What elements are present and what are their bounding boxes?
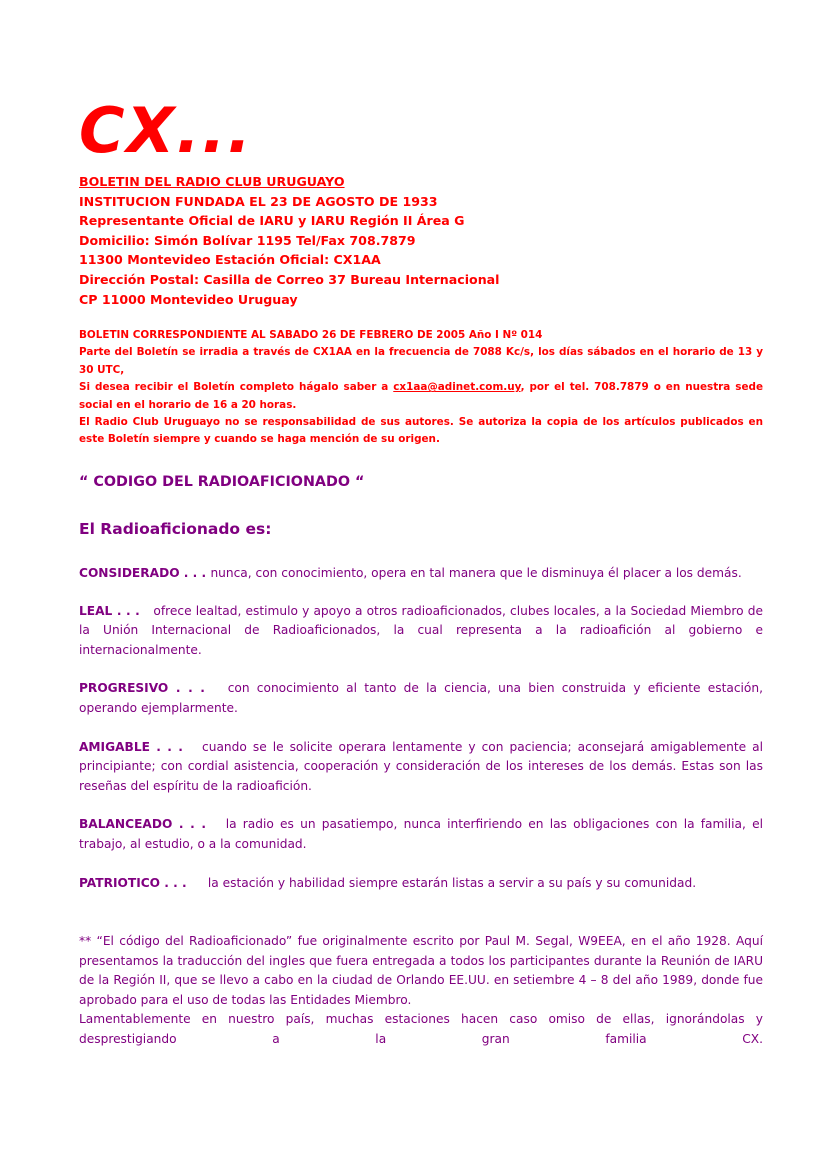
item-text: ofrece lealtad, estimulo y apoyo a otros radioaficionados, clubes locales, a la Sociedad Miembro de la Unión Internacional de Radioaficionados, la cual representa a la radioafición al gobierno e internacionalmente. — [79, 603, 763, 657]
footnote — [79, 932, 763, 1050]
article-title: “ CODIGO DEL RADIOAFICIONADO “ — [79, 474, 365, 490]
bulletin-notice — [79, 327, 763, 449]
item-term: AMIGABLE — [79, 739, 150, 754]
code-item — [79, 815, 763, 854]
email-link[interactable]: cx1aa@adinet.com.uy — [393, 381, 521, 394]
bulletin-logo: CX... — [79, 94, 253, 167]
subscribe-info — [79, 379, 763, 414]
item-text: la estación y habilidad siempre estarán listas a servir a su país y su comunidad. — [207, 875, 697, 890]
club-header — [79, 172, 500, 309]
header-line: INSTITUCION FUNDADA EL 23 DE AGOSTO DE 1933 — [79, 193, 438, 209]
item-term: PROGRESIVO — [79, 681, 169, 696]
header-line: 11300 Montevideo Estación Oficial: CX1AA — [79, 252, 381, 268]
edition-line: BOLETIN CORRESPONDIENTE AL SABADO 26 DE FEBRERO DE 2005 Año I Nº 014 — [79, 329, 543, 341]
disclaimer: El Radio Club Uruguayo no se responsabilidad de sus autores. Se autoriza la copia de los artículos publicados en este Boletín siempre y cuando se haga mención de su origen. — [79, 416, 763, 446]
item-dots: . . . — [168, 681, 228, 696]
item-dots: . . . — [160, 875, 208, 890]
footnote-remark: Lamentablemente en nuestro país, muchas estaciones hacen caso omiso de ellas, ignorándolas y desprestigiando a la gran familia CX. — [79, 1012, 763, 1046]
article-intro: El Radioaficionado es: — [79, 520, 272, 538]
item-dots: . . . — [179, 566, 211, 580]
code-items — [79, 564, 763, 893]
header-line: Domicilio: Simón Bolívar 1195 Tel/Fax 708.7879 — [79, 232, 416, 248]
code-item — [79, 738, 763, 797]
bulletin-title: BOLETIN DEL RADIO CLUB URUGUAYO — [79, 174, 345, 189]
subscribe-text-end: , por el tel. 708.7879 o en nuestra sede social en el horario de 16 a 20 horas. — [79, 381, 763, 411]
item-term: CONSIDERADO — [79, 566, 180, 580]
item-dots: . . . — [172, 817, 226, 832]
header-line: Representante Oficial de IARU y IARU Región II Área G — [79, 213, 465, 229]
header-line: CP 11000 Montevideo Uruguay — [79, 291, 298, 307]
item-text: con conocimiento al tanto de la ciencia, una bien construida y eficiente estación, operando ejemplarmente. — [79, 681, 763, 715]
header-line: Dirección Postal: Casilla de Correo 37 Bureau Internacional — [79, 271, 500, 287]
code-item — [79, 679, 763, 718]
item-term: BALANCEADO — [79, 817, 173, 832]
code-item — [79, 564, 763, 584]
item-dots: . . . — [149, 739, 203, 754]
code-item — [79, 602, 763, 661]
code-item — [79, 874, 763, 894]
item-term: LEAL — [79, 603, 113, 618]
broadcast-info: Parte del Boletín se irradia a través de CX1AA en la frecuencia de 7088 Kc/s, los días sábados en el horario de 13 y 30 UTC, — [79, 346, 763, 376]
footnote-origin: ** “El código del Radioaficionado” fue originalmente escrito por Paul M. Segal, W9EEA, en el año 1928. Aquí presentamos la traducción del ingles que fuera entregada a todos los participantes durante la Reunión de IARU de la Región II, que se llevo a cabo en la ciudad de Orlando EE.UU. en setiembre 4 – 8 del año 1989, donde fue aprobado para el uso de todas las Entidades Miembro. — [79, 934, 763, 1007]
subscribe-text: Si desea recibir el Boletín completo hágalo saber a — [79, 381, 394, 394]
item-dots: . . . — [112, 603, 154, 618]
item-term: PATRIOTICO — [79, 875, 161, 890]
item-text: la radio es un pasatiempo, nunca interfiriendo en las obligaciones con la familia, el trabajo, al estudio, o a la comunidad. — [79, 817, 763, 851]
item-text: nunca, con conocimiento, opera en tal manera que le disminuya él placer a los demás. — [210, 566, 742, 580]
item-text: cuando se le solicite operara lentamente y con paciencia; aconsejará amigablemente al principiante; con cordial asistencia, cooperación y consideración de los intereses de los demás. Estas son las reseñas del espíritu de la radioafición. — [79, 739, 763, 793]
